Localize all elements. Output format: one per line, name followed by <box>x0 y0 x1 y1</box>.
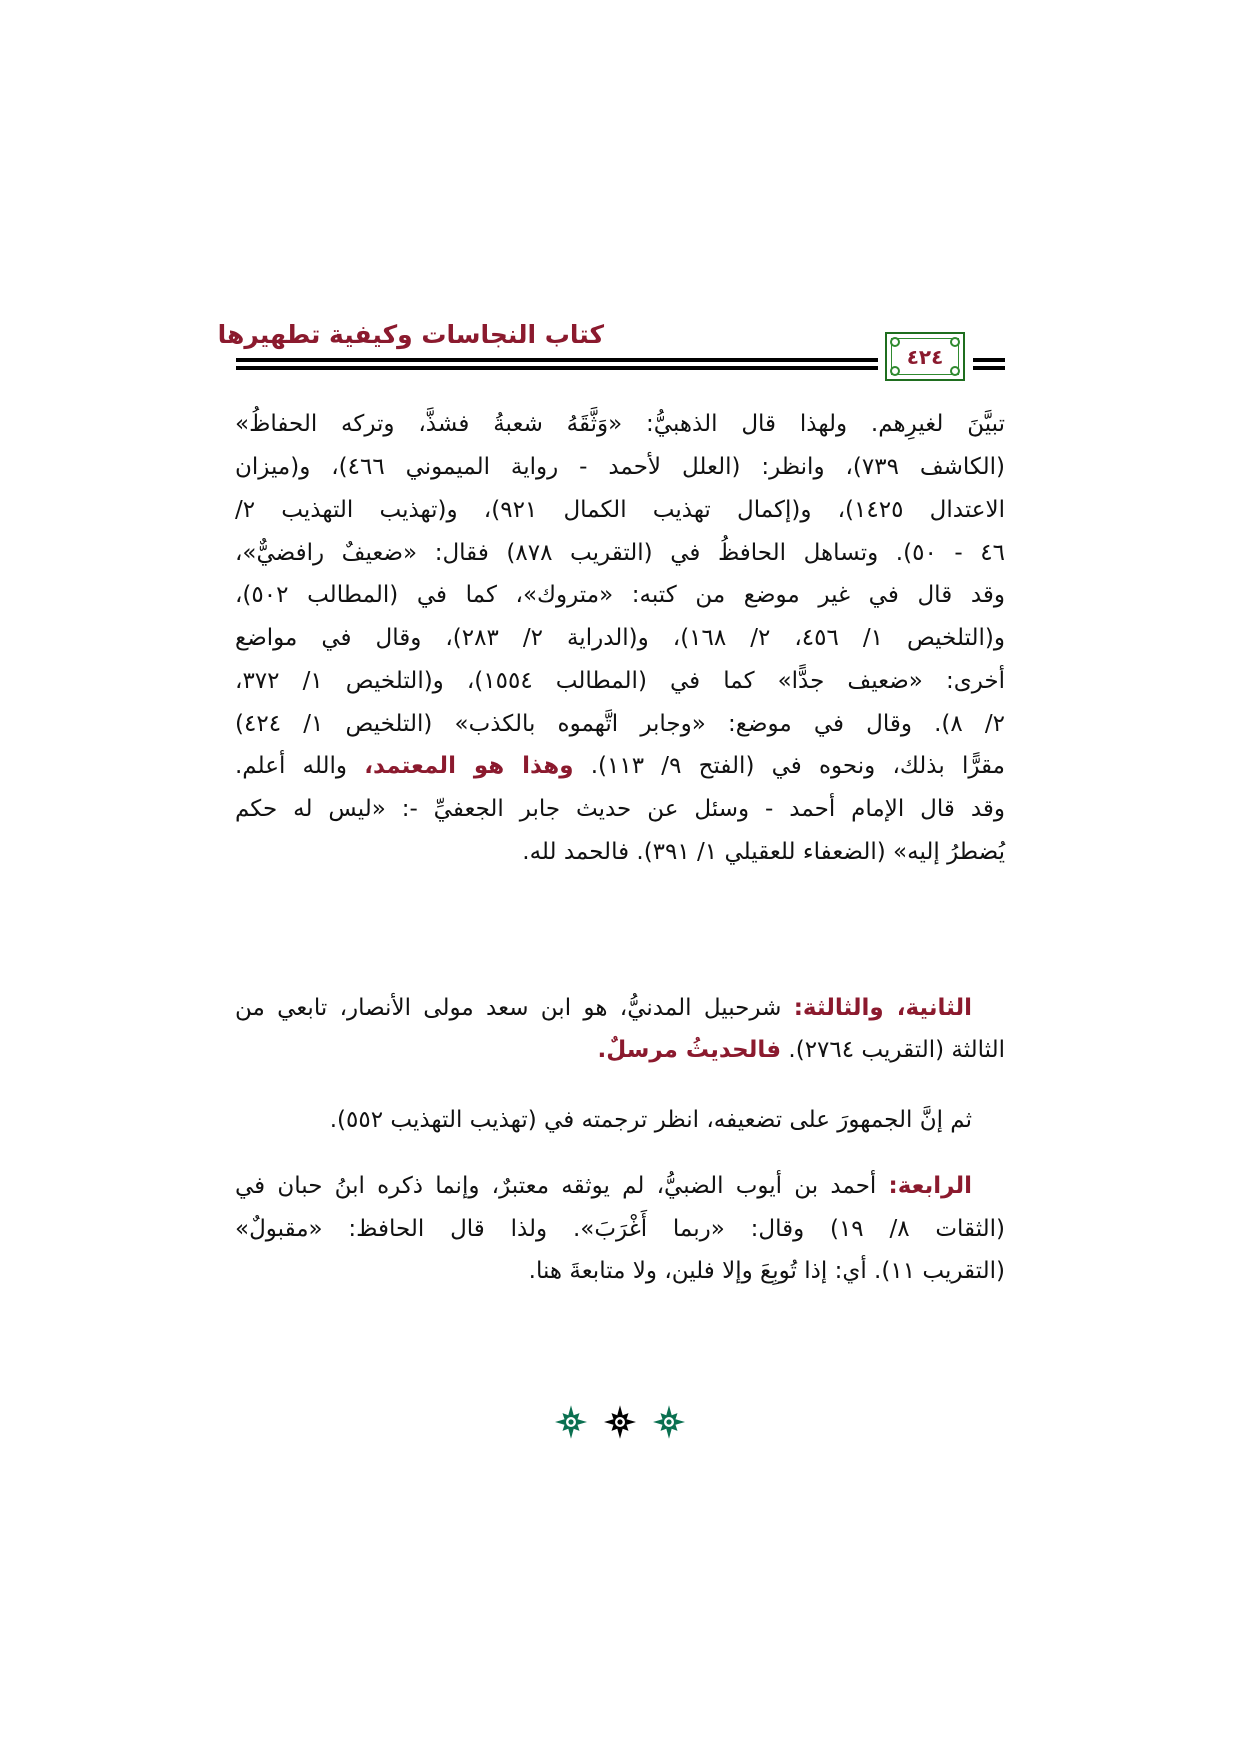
frame-corner-ornament-icon <box>890 337 900 347</box>
text-segment: مقرًّا بذلك، ونحوه في (الفتح ٩/ ١١٣). <box>573 753 1005 779</box>
text-line <box>235 574 1005 616</box>
text-segment: وقد قال في غير موضع من كتبه: «متروك»، كما في (المطالب ٥٠٢)، <box>235 582 1005 608</box>
text-segment: والله أعلم. <box>235 753 365 779</box>
text-line <box>235 1099 1005 1141</box>
frame-corner-ornament-icon <box>890 366 900 376</box>
text-line <box>235 987 1005 1029</box>
header-rule-top <box>236 358 878 362</box>
text-segment: (الثقات ٨/ ١٩) وقال: «ربما أَغْرَبَ». ولذا قال الحافظ: «مقبولٌ» <box>235 1216 1006 1242</box>
book-title: كتاب النجاسات وكيفية تطهيرها <box>217 320 604 349</box>
star-ornament-icon <box>653 1405 685 1439</box>
frame-corner-ornament-icon <box>950 366 960 376</box>
page-number-frame <box>885 332 965 381</box>
text-segment: (التقريب ١١). أي: إذا تُوبِعَ وإلا فلين، ولا متابعةَ هنا. <box>528 1258 1005 1284</box>
page-number: ٤٢٤ <box>906 344 944 369</box>
text-segment: تبيَّنَ لغيرِهم. ولهذا قال الذهبيُّ: «وَثَّقَهُ شعبةُ فشذَّ، وتركه الحفاظُ» <box>235 411 1005 437</box>
text-segment: ثم إنَّ الجمهورَ على تضعيفه، انظر ترجمته في (تهذيب التهذيب ٥٥٢). <box>329 1107 972 1133</box>
text-line <box>235 831 1005 873</box>
text-line <box>235 1208 1005 1250</box>
text-segment: ٤٦ - ٥٠). وتساهل الحافظُ في (التقريب ٨٧٨) فقال: «ضعيفٌ رافضيٌّ»، <box>235 540 1005 566</box>
text-segment: يُضطرُ إليه» (الضعفاء للعقيلي ١/ ٣٩١). فالحمد لله. <box>522 839 1005 865</box>
text-line <box>235 617 1005 659</box>
text-line <box>235 1029 1005 1071</box>
header-rule-bottom <box>236 366 878 370</box>
star-ornament-icon <box>604 1405 636 1439</box>
emphasized-text: فالحديثُ مرسلٌ. <box>597 1037 782 1063</box>
text-line <box>235 446 1005 488</box>
text-segment: و(التلخيص ١/ ٤٥٦، ٢/ ١٦٨)، و(الدراية ٢/ ٢٨٣)، وقال في مواضع <box>235 625 1005 651</box>
text-segment: وقد قال الإمام أحمد - وسئل عن حديث جابر الجعفيِّ -: «ليس له حكم <box>235 796 1005 822</box>
text-line <box>235 1165 1005 1207</box>
text-segment: الثالثة (التقريب ٢٧٦٤). <box>781 1037 1005 1063</box>
text-segment: أحمد بن أيوب الضبيُّ، لم يوثقه معتبرٌ، وإنما ذكره ابنُ حبان في <box>235 1173 889 1199</box>
text-line <box>235 489 1005 531</box>
emphasized-text: الرابعة: <box>888 1173 972 1199</box>
text-line <box>235 532 1005 574</box>
star-ornament-icon <box>555 1405 587 1439</box>
text-segment: الاعتدال ١٤٢٥)، و(إكمال تهذيب الكمال ٩٢١)، و(تهذيب التهذيب ٢/ <box>235 497 1005 523</box>
text-line <box>235 703 1005 745</box>
text-segment: أخرى: «ضعيف جدًّا» كما في (المطالب ١٥٥٤)، و(التلخيص ١/ ٣٧٢، <box>235 668 1006 694</box>
text-segment: شرحبيل المدنيُّ، هو ابن سعد مولى الأنصار، تابعي من <box>235 995 794 1021</box>
header-rule-right-top <box>973 358 1005 362</box>
text-line <box>235 1250 1005 1292</box>
text-line <box>235 660 1005 702</box>
text-segment: (الكاشف ٧٣٩)، وانظر: (العلل لأحمد - رواية الميموني ٤٦٦)، و(ميزان <box>235 454 1005 480</box>
emphasized-text: الثانية، والثالثة: <box>793 995 973 1021</box>
text-line <box>235 403 1005 445</box>
text-segment: ٢/ ٨). وقال في موضع: «وجابر اتَّهموه بالكذب» (التلخيص ١/ ٤٢٤) <box>235 711 1006 737</box>
frame-corner-ornament-icon <box>950 337 960 347</box>
header-rule-right-bottom <box>973 366 1005 370</box>
text-line <box>235 745 1005 787</box>
emphasized-text: وهذا هو المعتمد، <box>364 753 574 779</box>
text-line <box>235 788 1005 830</box>
